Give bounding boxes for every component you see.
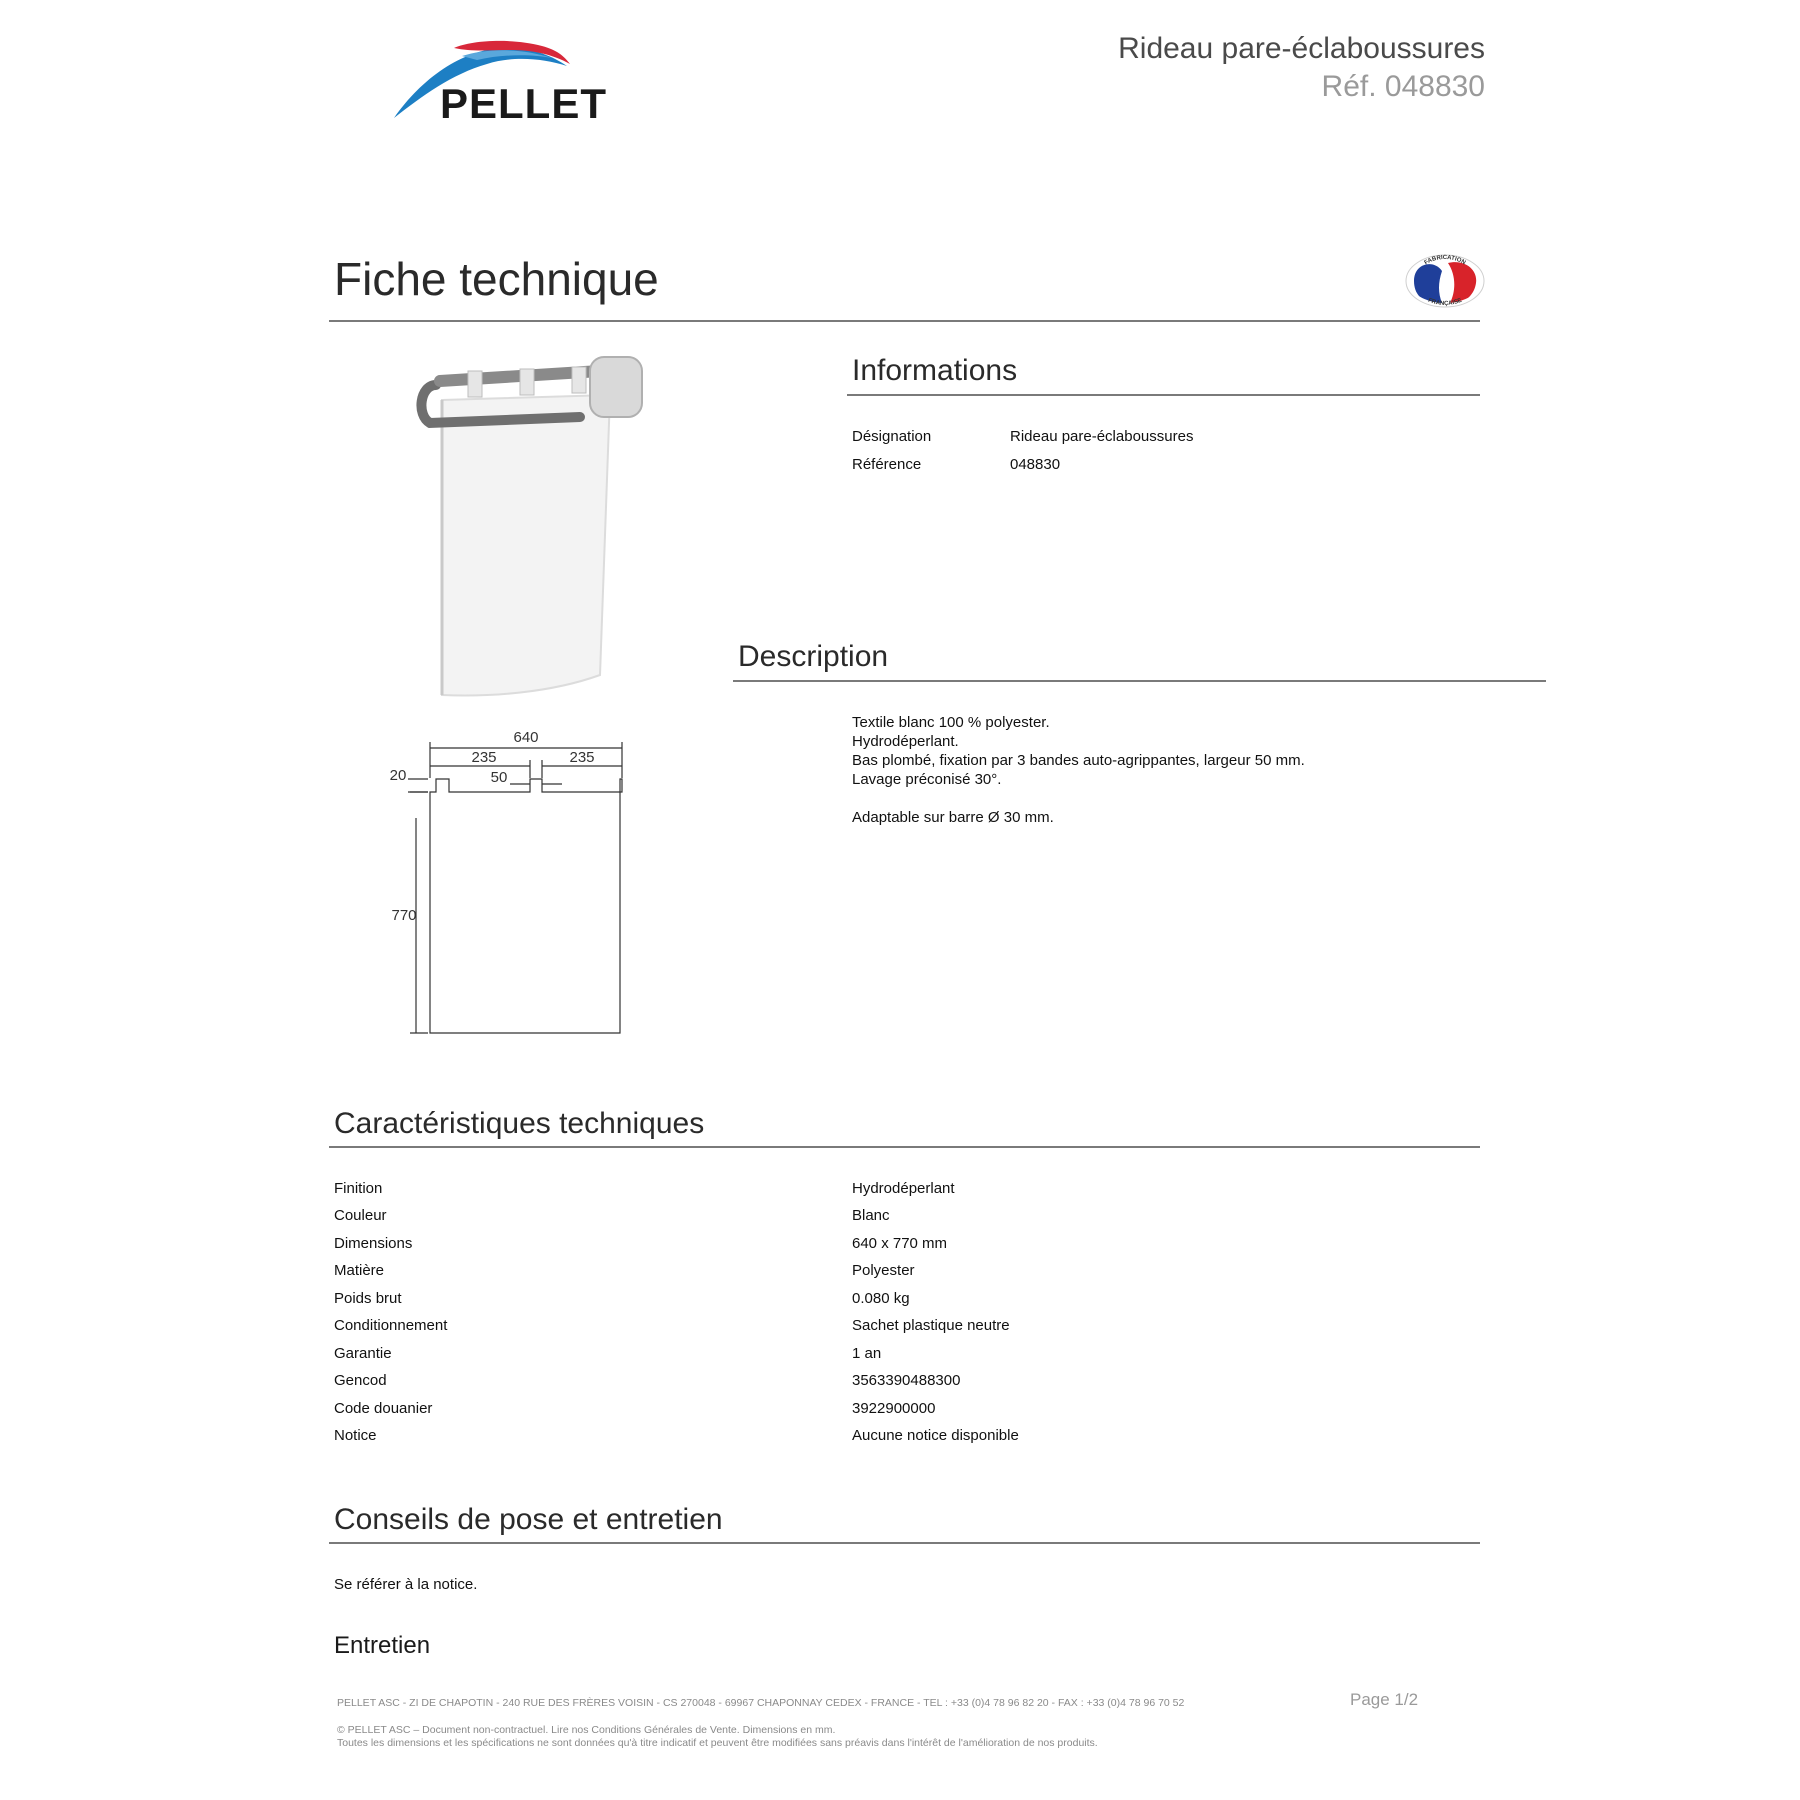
spec-value: Hydrodéperlant — [852, 1180, 955, 1197]
description-line: Lavage préconisé 30°. — [852, 771, 1002, 788]
spec-label: Notice — [334, 1427, 377, 1444]
dim-width: 640 — [513, 729, 539, 746]
caracteristiques-rule — [329, 1146, 1480, 1148]
description-line: Hydrodéperlant. — [852, 733, 959, 750]
title-rule — [329, 320, 1480, 322]
conseils-text: Se référer à la notice. — [334, 1576, 478, 1593]
footer-address: PELLET ASC - ZI DE CHAPOTIN - 240 RUE DES FRÈRES VOISIN - CS 270048 - 69967 CHAPONNAY CEDEX - FRANCE - TEL : +33 (0)4 78 96 82 20 - FAX : +33 (0)4 78 96 70 52 — [337, 1697, 1185, 1709]
spec-label: Finition — [334, 1180, 383, 1197]
spec-label: Conditionnement — [334, 1317, 448, 1334]
spec-value: 3563390488300 — [852, 1372, 961, 1389]
curtain-fabric — [442, 395, 610, 695]
conseils-heading: Conseils de pose et entretien — [334, 1503, 723, 1536]
header-product-title: Rideau pare-éclaboussures — [1118, 32, 1485, 65]
spec-value: Aucune notice disponible — [852, 1427, 1019, 1444]
brand-wordmark: PELLET — [440, 80, 608, 127]
fabrication-francaise-badge — [1404, 253, 1486, 309]
dimensions-drawing — [380, 718, 642, 1048]
spec-value: 3922900000 — [852, 1400, 936, 1417]
pellet-logo — [392, 38, 642, 128]
spec-value: Blanc — [852, 1207, 890, 1224]
spec-value: 1 an — [852, 1345, 882, 1362]
spec-value: 640 x 770 mm — [852, 1235, 948, 1252]
product-photo — [350, 345, 700, 700]
spec-label: Dimensions — [334, 1235, 413, 1252]
dim-tab-height: 20 — [389, 767, 407, 784]
spec-label: Couleur — [334, 1207, 387, 1224]
caracteristiques-heading: Caractéristiques techniques — [334, 1107, 705, 1140]
spec-value: Sachet plastique neutre — [852, 1317, 1010, 1334]
spec-label: Gencod — [334, 1372, 387, 1389]
informations-rule — [847, 394, 1480, 396]
spec-label: Code douanier — [334, 1400, 433, 1417]
info-label-designation: Désignation — [852, 428, 932, 445]
badge-bottom-text: FRANÇAISE — [1427, 297, 1463, 308]
spec-value: 0.080 kg — [852, 1290, 910, 1307]
info-label-reference: Référence — [852, 456, 922, 473]
page-title: Fiche technique — [334, 253, 659, 305]
spec-label: Poids brut — [334, 1290, 402, 1307]
wall-mount — [590, 357, 642, 417]
page-number: Page 1/2 — [1350, 1690, 1419, 1709]
entretien-heading: Entretien — [334, 1632, 431, 1659]
info-value-reference: 048830 — [1010, 456, 1061, 473]
dim-right-band: 235 — [569, 749, 595, 766]
dim-gap: 50 — [490, 769, 508, 786]
conseils-rule — [329, 1542, 1480, 1544]
badge-top-text: FABRICATION — [1423, 254, 1467, 267]
info-value-designation: Rideau pare-éclaboussures — [1010, 428, 1194, 445]
spec-label: Garantie — [334, 1345, 392, 1362]
footer-legal-2: Toutes les dimensions et les spécifications ne sont données qu'à titre indicatif et peuvent être modifiées sans préavis dans l'intérêt de l'amélioration de nos produits. — [337, 1737, 1098, 1749]
header-reference: Réf. 048830 — [1321, 70, 1485, 103]
description-line: Adaptable sur barre Ø 30 mm. — [852, 809, 1054, 826]
dim-height: 770 — [391, 907, 417, 924]
informations-heading: Informations — [852, 354, 1018, 387]
dim-left-band: 235 — [471, 749, 497, 766]
footer-legal-1: © PELLET ASC – Document non-contractuel. Lire nos Conditions Générales de Vente. Dimensions en mm. — [337, 1724, 836, 1736]
spec-value: Polyester — [852, 1262, 915, 1279]
description-heading: Description — [738, 640, 889, 673]
description-rule — [733, 680, 1546, 682]
description-line: Bas plombé, fixation par 3 bandes auto-agrippantes, largeur 50 mm. — [852, 752, 1305, 769]
spec-label: Matière — [334, 1262, 385, 1279]
description-line: Textile blanc 100 % polyester. — [852, 714, 1050, 731]
